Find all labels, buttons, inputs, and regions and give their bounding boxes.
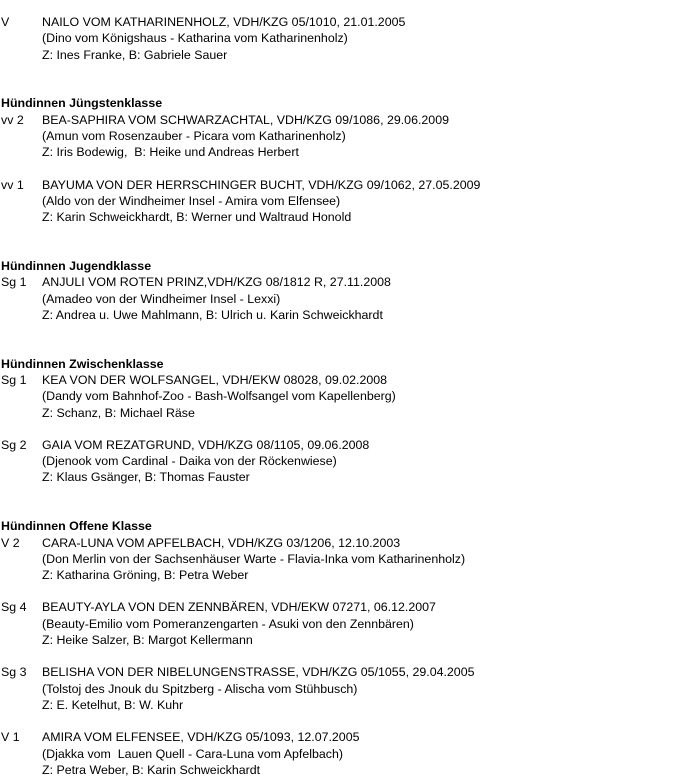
entry-grade: Sg 4 — [1, 600, 27, 615]
entry-breeder-owner: Z: Andrea u. Uwe Mahlmann, B: Ulrich u. Karin Schweickhardt — [42, 307, 383, 322]
entry-parents: (Djenook vom Cardinal - Daika von der Röckenwiese) — [42, 454, 337, 469]
entry-grade: V 1 — [1, 730, 20, 745]
entry-breeder-owner: Z: Karin Schweickhardt, B: Werner und Waltraud Honold — [42, 210, 352, 225]
section-heading: Hündinnen Jüngstenklasse — [1, 96, 163, 111]
entry-grade: V — [1, 15, 10, 29]
entry-breeder-owner: Z: E. Ketelhut, B: W. Kuhr — [42, 697, 184, 712]
section-heading: Hündinnen Offene Klasse — [1, 519, 152, 534]
entry-breeder-owner: Z: Ines Franke, B: Gabriele Sauer — [42, 47, 228, 62]
entry-dog: KEA VON DER WOLFSANGEL, VDH/EKW 08028, 09.02.2008 — [42, 372, 388, 387]
entry-dog: BEA-SAPHIRA VOM SCHWARZACHTAL, VDH/KZG 09/1086, 29.06.2009 — [42, 112, 449, 127]
entry-parents: (Dino vom Königshaus - Katharina vom Katharinenholz) — [42, 31, 348, 46]
entry-dog: CARA-LUNA VOM APFELBACH, VDH/KZG 03/1206, 12.10.2003 — [42, 535, 401, 550]
results-document — [1, 14, 691, 778]
section-jugendklasse — [1, 258, 691, 323]
entry-parents: (Amadeo von der Windheimer Insel - Lexxi) — [42, 291, 281, 306]
entry-parents: (Don Merlin von der Sachsenhäuser Warte - Flavia-Inka vom Katharinenholz) — [42, 551, 466, 566]
entry — [1, 599, 691, 648]
entry-grade: Sg 1 — [1, 275, 27, 290]
entry-breeder-owner: Z: Klaus Gsänger, B: Thomas Fauster — [42, 470, 250, 485]
section-offene-klasse — [1, 518, 691, 778]
entry-grade: vv 1 — [1, 177, 24, 192]
entry — [1, 729, 691, 778]
entry-dog: ANJULI VOM ROTEN PRINZ,VDH/KZG 08/1812 R, 27.11.2008 — [42, 275, 391, 290]
entry-dog: BAYUMA VON DER HERRSCHINGER BUCHT, VDH/KZG 09/1062, 27.05.2009 — [42, 177, 481, 192]
entry-dog: BEAUTY-AYLA VON DEN ZENNBÄREN, VDH/EKW 07271, 06.12.2007 — [42, 600, 436, 615]
entry-breeder-owner: Z: Katharina Gröning, B: Petra Weber — [42, 568, 249, 583]
entry-grade: Sg 1 — [1, 372, 27, 387]
entry-dog: AMIRA VOM ELFENSEE, VDH/KZG 05/1093, 12.07.2005 — [42, 730, 360, 745]
entry-dog: NAILO VOM KATHARINENHOLZ, VDH/KZG 05/1010, 21.01.2005 — [42, 15, 406, 29]
entry-dog: GAIA VOM REZATGRUND, VDH/KZG 08/1105, 09.06.2008 — [42, 437, 370, 452]
entry-breeder-owner: Z: Petra Weber, B: Karin Schweickhardt — [42, 762, 261, 777]
entry-grade: Sg 2 — [1, 437, 27, 452]
entry-parents: (Tolstoj des Jnouk du Spitzberg - Alischa vom Stühbusch) — [42, 681, 358, 696]
entry-parents: (Dandy vom Bahnhof-Zoo - Bash-Wolfsangel vom Kapellenberg) — [42, 389, 396, 404]
entry-breeder-owner: Z: Iris Bodewig, B: Heike und Andreas Herbert — [42, 145, 299, 160]
entry-grade: vv 2 — [1, 112, 24, 127]
entry-parents: (Aldo von der Windheimer Insel - Amira vom Elfensee) — [42, 193, 341, 208]
entry — [1, 437, 691, 486]
entry — [1, 664, 691, 713]
entry — [1, 14, 691, 63]
entry — [1, 112, 691, 161]
entry-grade: Sg 3 — [1, 665, 27, 680]
section-juengstenklasse — [1, 95, 691, 225]
entry-grade: V 2 — [1, 535, 20, 550]
entry — [1, 372, 691, 421]
entry-dog: BELISHA VON DER NIBELUNGENSTRASSE, VDH/KZG 05/1055, 29.04.2005 — [42, 665, 475, 680]
entry-parents: (Djakka vom Lauen Quell - Cara-Luna vom Apfelbach) — [42, 746, 343, 761]
section-zwischenklasse — [1, 356, 691, 486]
entry-breeder-owner: Z: Heike Salzer, B: Margot Kellermann — [42, 633, 253, 648]
section-heading: Hündinnen Zwischenklasse — [1, 356, 164, 371]
entry — [1, 274, 691, 323]
entry-parents: (Beauty-Emilio vom Pomeranzengarten - Asuki von den Zennbären) — [42, 616, 414, 631]
entry-breeder-owner: Z: Schanz, B: Michael Räse — [42, 405, 195, 420]
entry — [1, 535, 691, 584]
entry-parents: (Amun vom Rosenzauber - Picara vom Katharinenholz) — [42, 128, 346, 143]
entry — [1, 177, 691, 226]
section-heading: Hündinnen Jugendklasse — [1, 258, 152, 273]
